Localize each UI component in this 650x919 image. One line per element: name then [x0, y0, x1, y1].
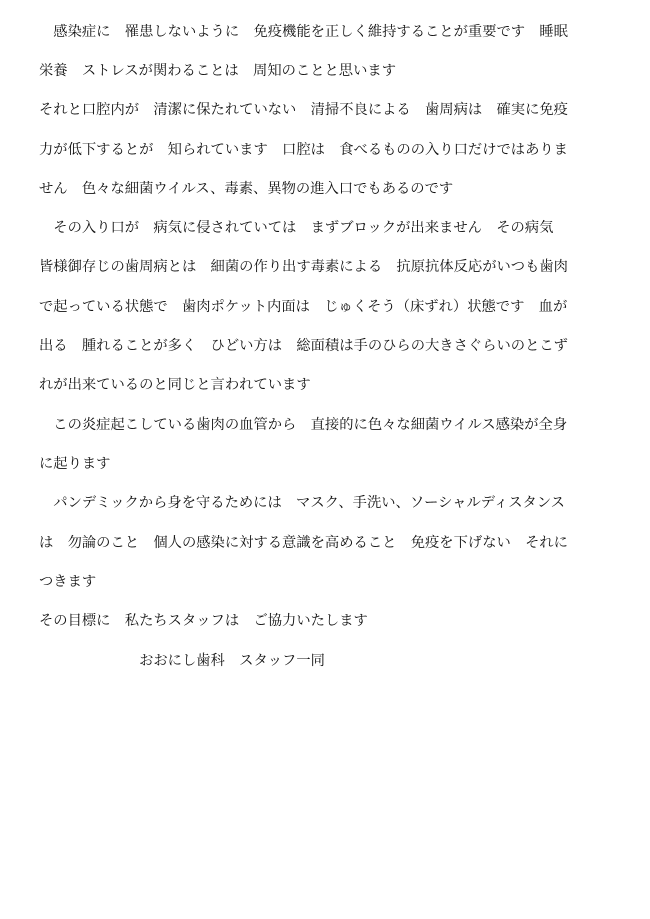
- text-line: パンデミックから身を守るためには マスク、手洗い、ソーシャルディスタンス: [39, 495, 565, 511]
- text-line: 皆様御存じの歯周病とは 細菌の作り出す毒素による 抗原抗体反応がいつも歯肉: [39, 259, 568, 275]
- text-line: に起ります: [39, 456, 111, 472]
- text-line: せん 色々な細菌ウイルス、毒素、異物の進入口でもあるのです: [39, 181, 454, 197]
- text-line: その目標に 私たちスタッフは ご協力いたします: [39, 613, 368, 629]
- text-line: この炎症起こしている歯肉の血管から 直接的に色々な細菌ウイルス感染が全身: [39, 417, 568, 433]
- text-line: 栄養 ストレスが関わることは 周知のことと思います: [39, 63, 396, 79]
- text-line: つきます: [39, 574, 97, 590]
- text-line: 感染症に 罹患しないように 免疫機能を正しく維持することが重要です 睡眠: [39, 24, 568, 40]
- text-line: れが出来ているのと同じと言われています: [39, 377, 311, 393]
- text-line: 力が低下するとが 知られています 口腔は 食べるものの入り口だけではありま: [39, 142, 568, 158]
- text-line: それと口腔内が 清潔に保たれていない 清掃不良による 歯周病は 確実に免疫: [39, 102, 568, 118]
- text-line: 出る 腫れることが多く ひどい方は 総面積は手のひらの大きさぐらいのとこず: [39, 338, 568, 354]
- signature-line: おおにし歯科 スタッフ一同: [39, 653, 325, 669]
- text-line: その入り口が 病気に侵されていては まずブロックが出来ません その病気: [39, 220, 554, 236]
- text-line: は 勿論のこと 個人の感染に対する意識を高めること 免疫を下げない それに: [39, 535, 568, 551]
- text-line: で起っている状態で 歯肉ポケット内面は じゅくそう（床ずれ）状態です 血が: [39, 299, 568, 315]
